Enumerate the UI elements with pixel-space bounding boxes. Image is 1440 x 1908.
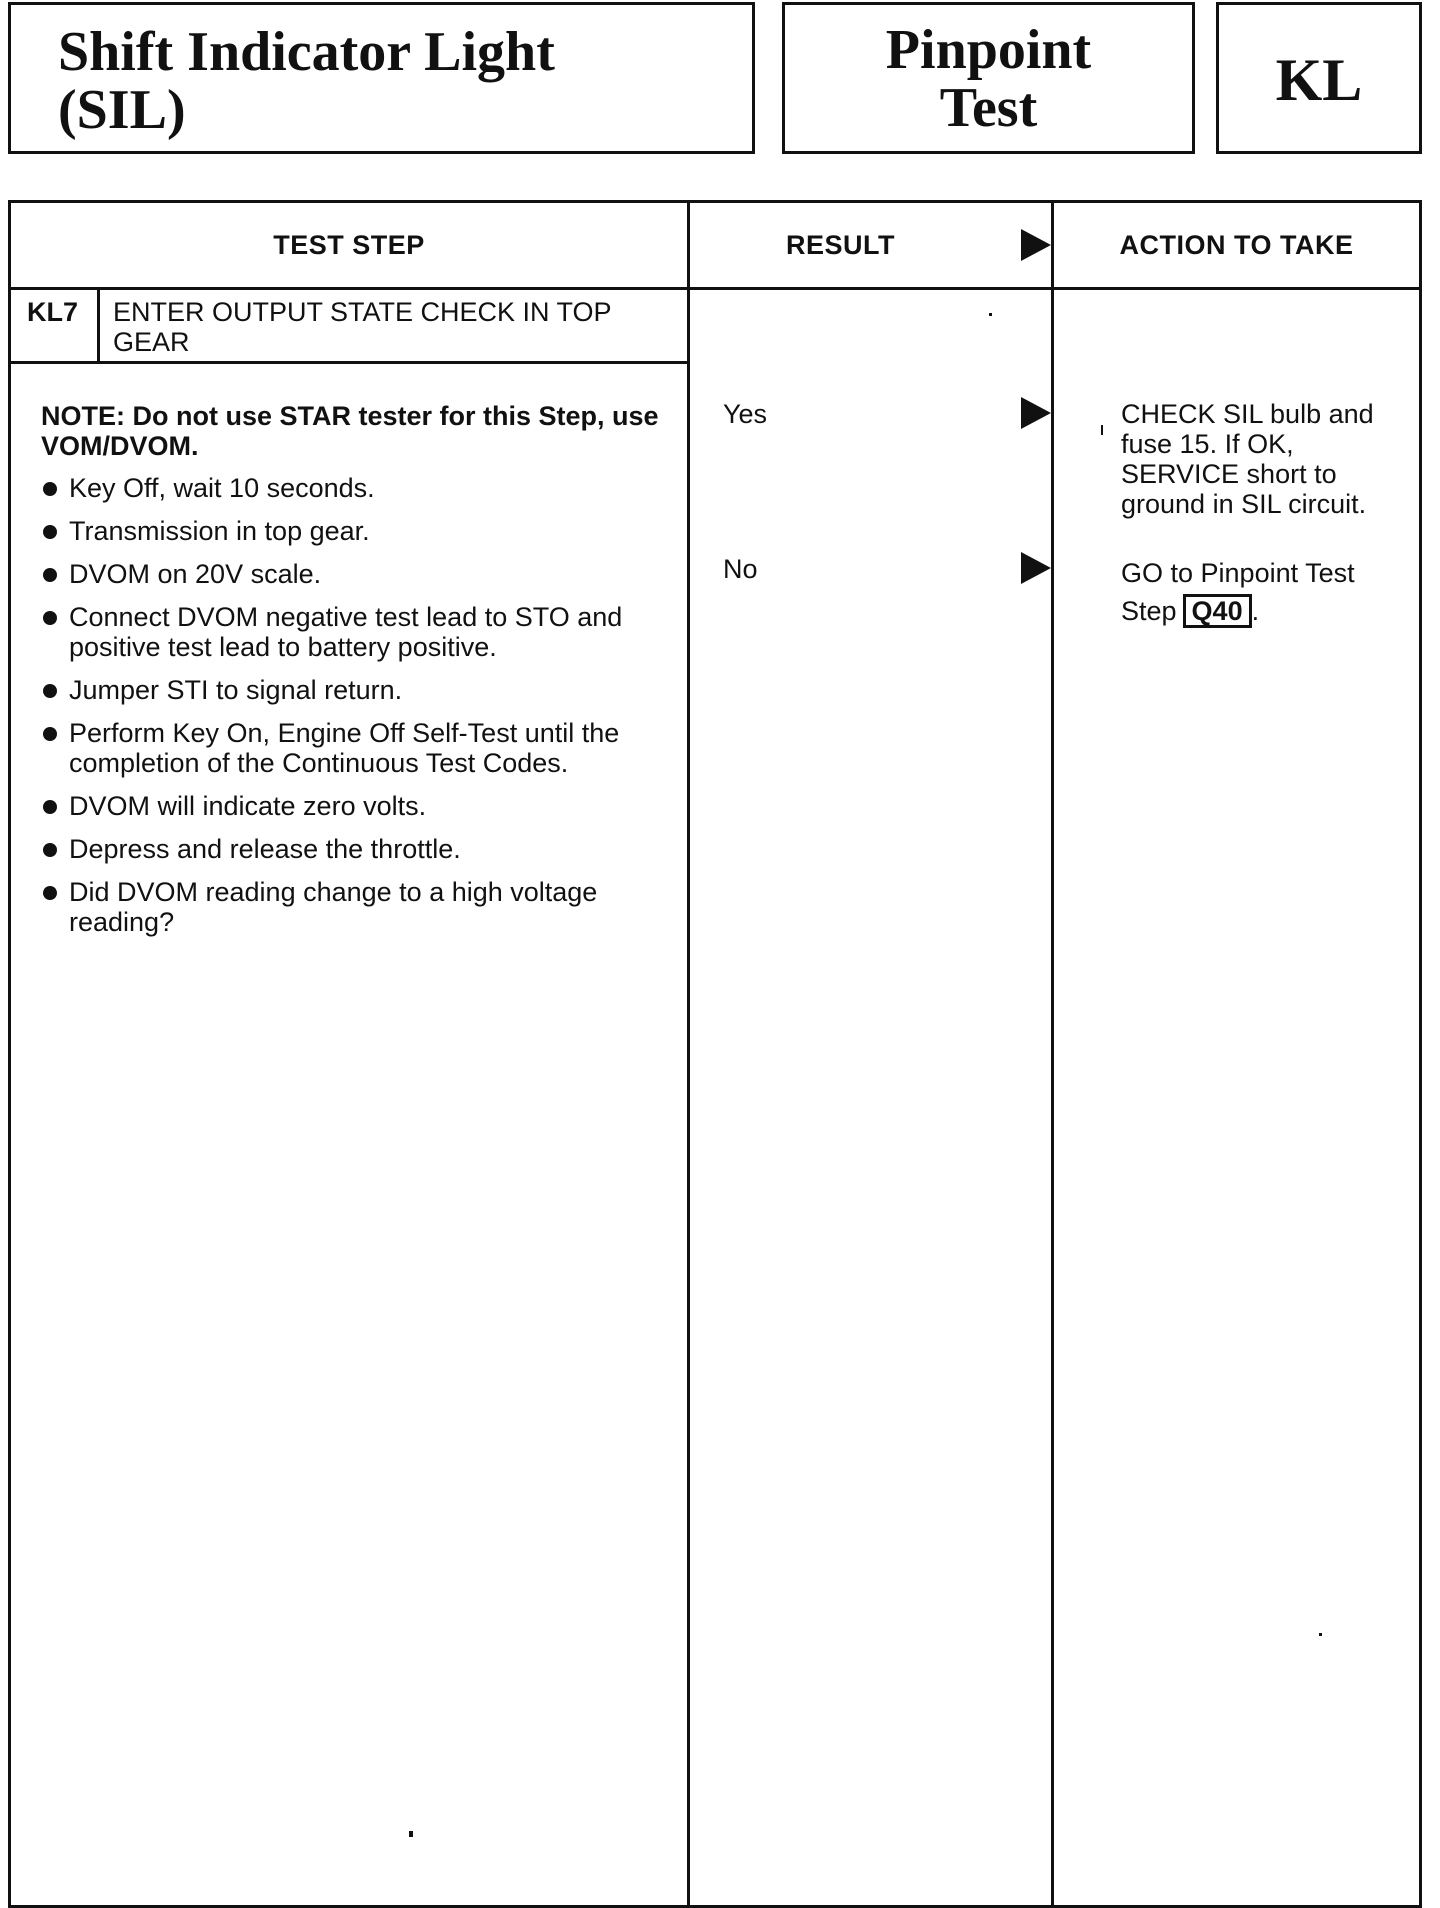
scan-speck bbox=[989, 313, 992, 316]
pinpoint-test-table bbox=[8, 200, 1422, 1908]
result-header-arrow-icon bbox=[1021, 229, 1051, 261]
result-no-arrow-icon bbox=[1021, 552, 1051, 584]
action-no-step-word: Step bbox=[1121, 596, 1177, 626]
test-code-box bbox=[1216, 2, 1422, 154]
pinpoint-line-2: Test bbox=[939, 77, 1038, 139]
step-id-divider bbox=[97, 290, 100, 363]
list-item: Connect DVOM negative test lead to STO and positive test lead to battery positive. bbox=[41, 602, 681, 662]
scan-speck bbox=[409, 1831, 413, 1837]
result-header: RESULT bbox=[786, 230, 895, 260]
scan-speck bbox=[1319, 1633, 1322, 1636]
list-item: Did DVOM reading change to a high voltage reading? bbox=[41, 877, 681, 937]
scan-speck bbox=[1101, 425, 1103, 435]
pinpoint-test-box bbox=[782, 2, 1195, 154]
title-line-1: Shift Indicator Light bbox=[58, 21, 555, 83]
step-title-divider bbox=[11, 361, 687, 364]
action-no-text: GO to Pinpoint Test bbox=[1121, 558, 1355, 588]
list-item: Transmission in top gear. bbox=[41, 516, 681, 546]
action-no-suffix: . bbox=[1251, 596, 1260, 626]
step-note: NOTE: Do not use STAR tester for this Step, use VOM/DVOM. bbox=[41, 401, 659, 461]
step-title: ENTER OUTPUT STATE CHECK IN TOP GEAR bbox=[113, 297, 612, 357]
result-yes: Yes bbox=[723, 399, 768, 429]
result-no: No bbox=[723, 554, 758, 584]
action-no bbox=[1121, 554, 1411, 630]
action-yes: CHECK SIL bulb and fuse 15. If OK, SERVICE short to ground in SIL circuit. bbox=[1121, 399, 1374, 519]
list-item: Perform Key On, Engine Off Self-Test until the completion of the Continuous Test Codes. bbox=[41, 718, 681, 778]
test-step-header: TEST STEP bbox=[273, 230, 425, 260]
column-divider-2 bbox=[1051, 203, 1054, 1905]
result-yes-arrow-icon bbox=[1021, 397, 1051, 429]
step-instructions bbox=[41, 473, 681, 950]
header-divider bbox=[11, 287, 1419, 290]
list-item: DVOM will indicate zero volts. bbox=[41, 791, 681, 821]
test-code: KL bbox=[1275, 47, 1363, 113]
column-divider-1 bbox=[687, 203, 690, 1905]
list-item: DVOM on 20V scale. bbox=[41, 559, 681, 589]
list-item: Jumper STI to signal return. bbox=[41, 675, 681, 705]
step-id: KL7 bbox=[27, 297, 79, 327]
title-box bbox=[8, 2, 755, 154]
step-reference-box: Q40 bbox=[1183, 594, 1252, 628]
action-header: ACTION TO TAKE bbox=[1119, 230, 1354, 260]
title-line-2: (SIL) bbox=[58, 79, 186, 141]
pinpoint-line-1: Pinpoint bbox=[885, 19, 1092, 81]
list-item: Key Off, wait 10 seconds. bbox=[41, 473, 681, 503]
list-item: Depress and release the throttle. bbox=[41, 834, 681, 864]
